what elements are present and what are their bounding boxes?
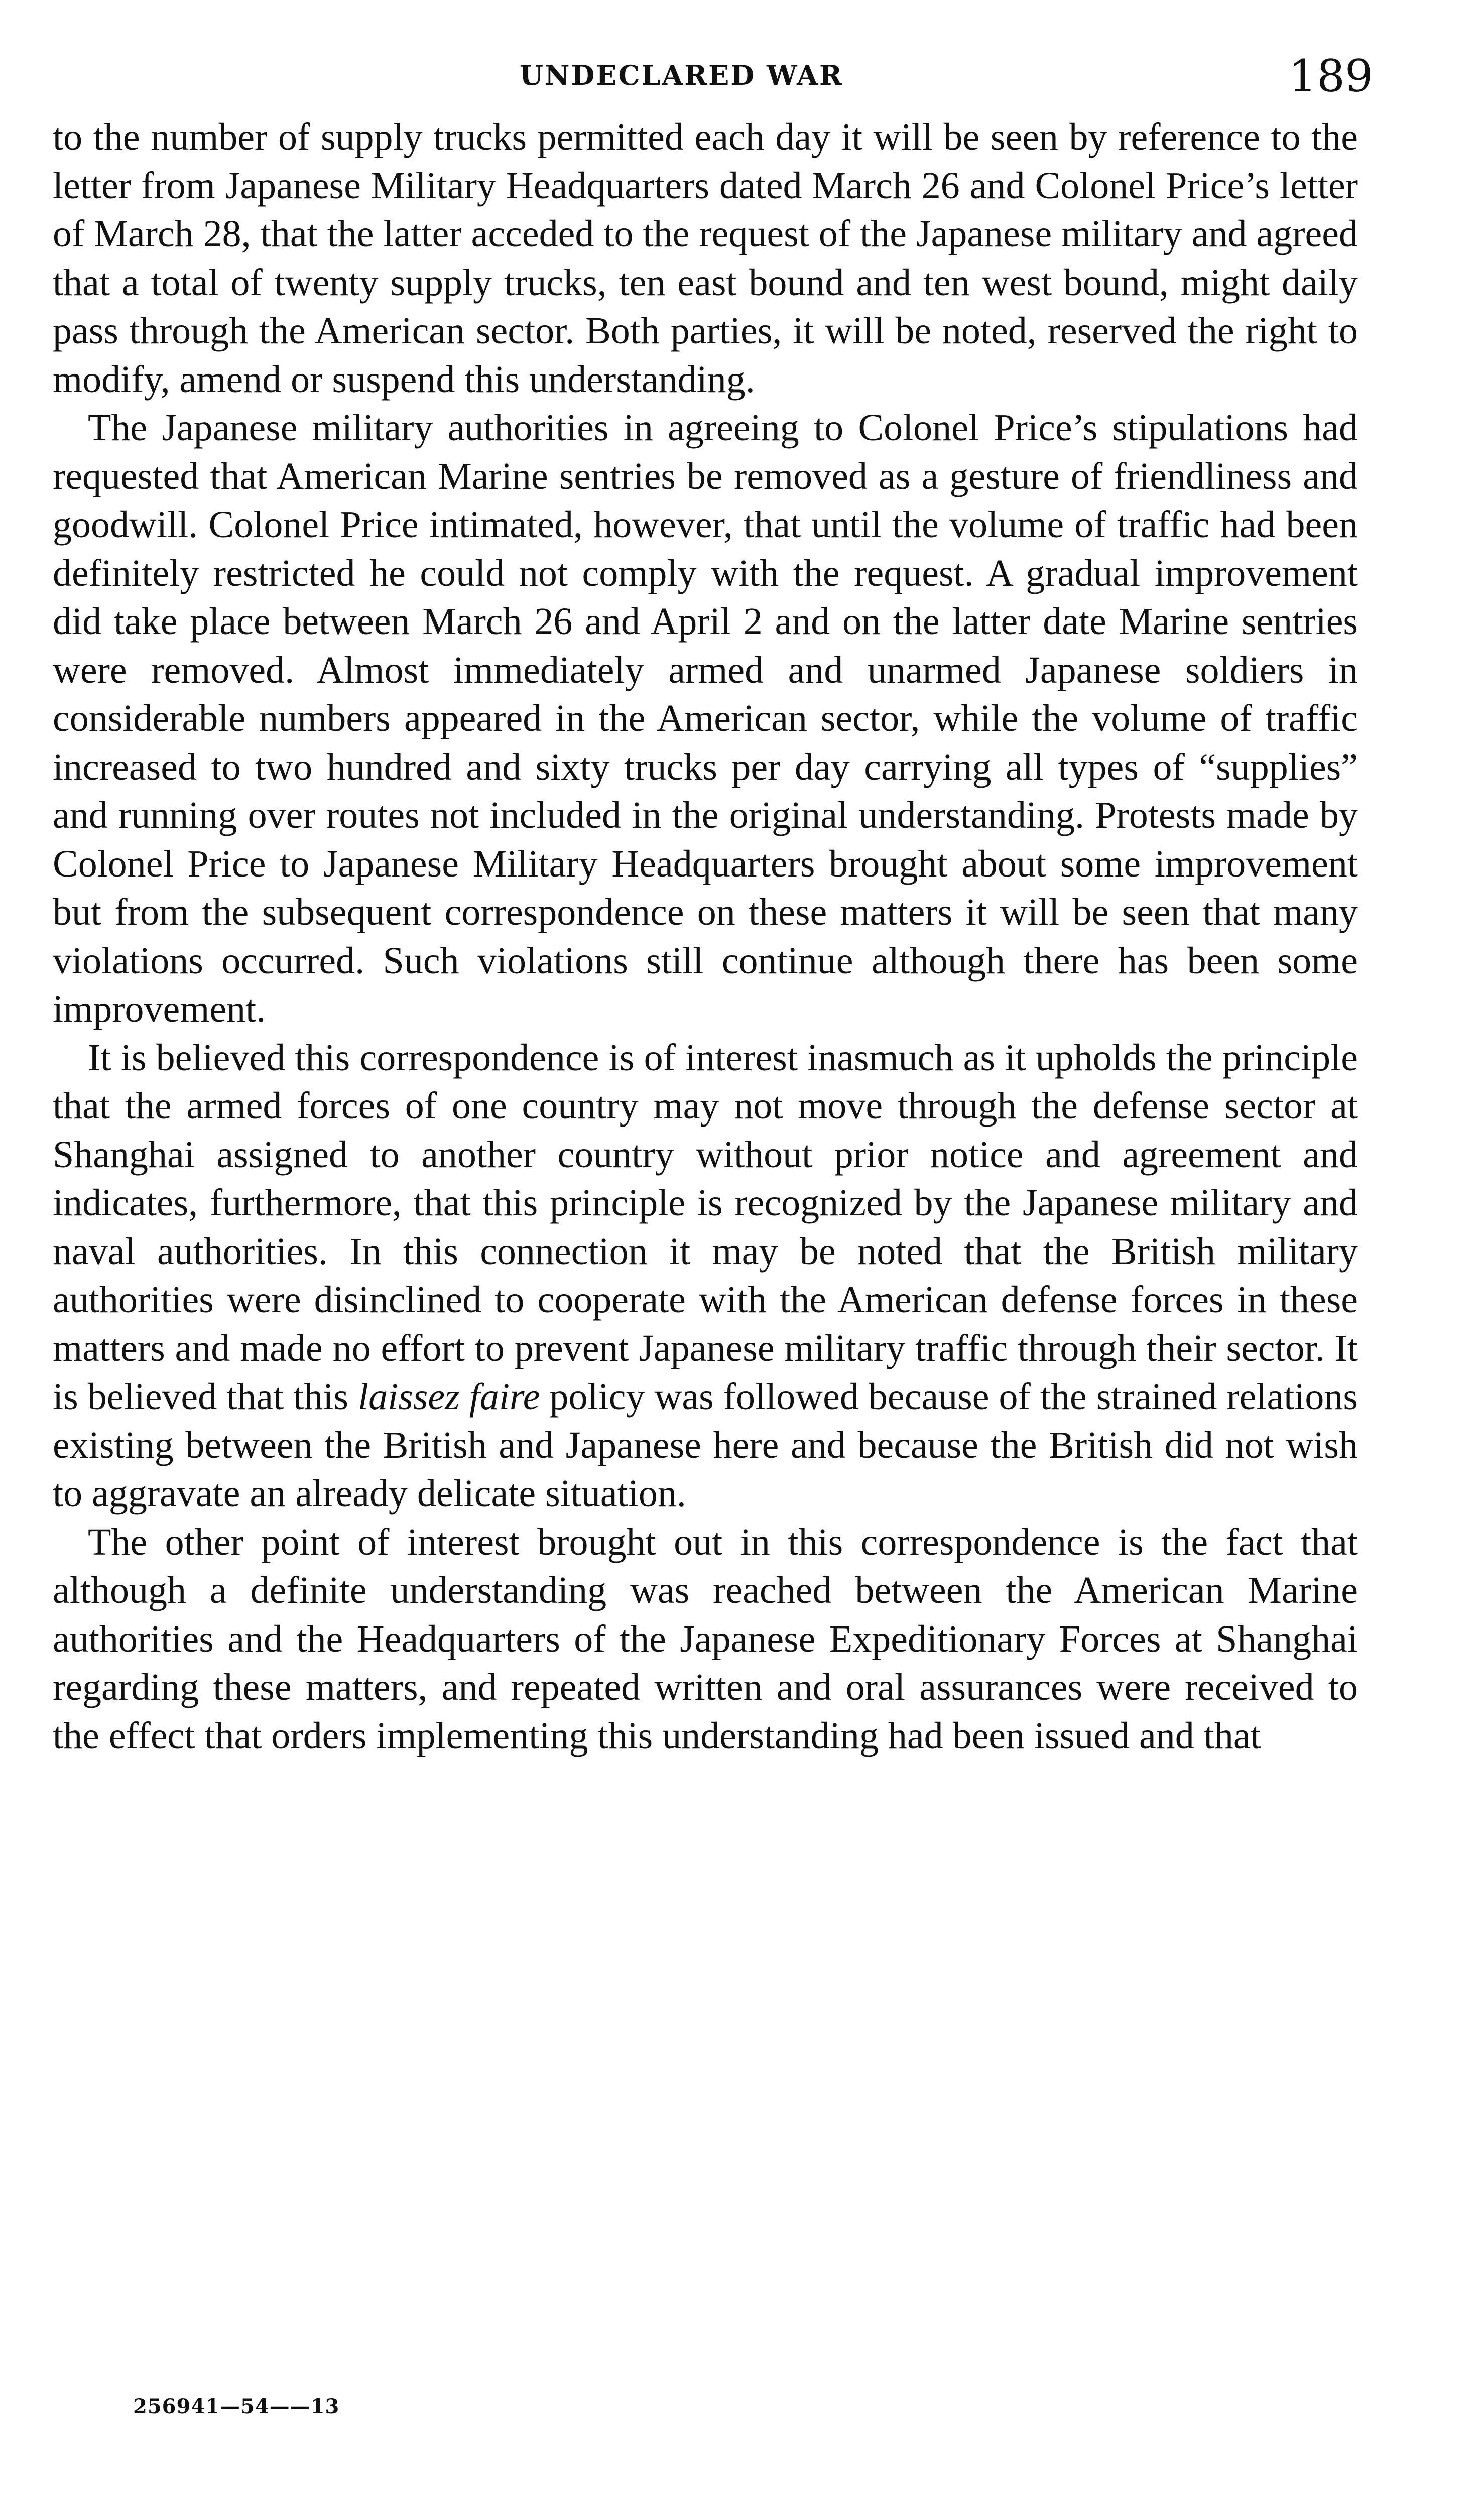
paragraph-3-text-before: It is believed this correspondence is of interest inasmuch as it upholds the principle that the armed forces of one country may not move through the defense sector at Shanghai assigned to another country without prior notice and agreement and indicates, furthermore, that this principle is recognized by the Japanese military and naval authorities. In this connection it may be noted that the British military authorities were disinclined to cooperate with the American defense forces in these matters and made no effort to prevent Japanese military traffic through their sector. It is believed that this <box>53 1036 1358 1418</box>
running-head <box>53 50 1373 105</box>
body-text <box>53 113 1358 1760</box>
laissez-faire-italic: laissez faire <box>358 1375 540 1418</box>
paragraph-2: The Japanese military authorities in agreeing to Colonel Price’s stipulations had requested that American Marine sentries be removed as a gesture of friendliness and goodwill. Colonel Price intimated, however, that until the volume of traffic had been definitely restricted he could not comply with the request. A gradual improvement did take place between March 26 and April 2 and on the latter date Marine sentries were removed. Almost immediately armed and unarmed Japanese soldiers in considerable numbers appeared in the American sector, while the volume of traffic increased to two hundred and sixty trucks per day carrying all types of “supplies” and running over routes not included in the original understanding. Protests made by Colonel Price to Japanese Military Headquarters brought about some improvement but from the subsequent correspondence on these matters it will be seen that many violations occurred. Such violations still continue although there has been some improvement. <box>53 407 1358 1030</box>
document-page <box>53 0 1373 2503</box>
paragraph-3 <box>53 1034 1358 1518</box>
print-code: 256941—54——13 <box>133 2395 340 2418</box>
running-title: UNDECLARED WAR <box>520 59 843 91</box>
paragraph-4: The other point of interest brought out in this correspondence is the fact that although a definite understanding was reached between the American Marine authorities and the Headquarters of the Japanese Expeditionary Forces at Shanghai regarding these matters, and repeated written and oral assurances were received to the effect that orders implementing this understanding had been issued and that <box>53 1521 1358 1757</box>
paragraph-1: to the number of supply trucks permitted each day it will be seen by reference to the letter from Japanese Military Headquarters dated March 26 and Colonel Price’s letter of March 28, that the latter acceded to the request of the Japanese military and agreed that a total of twenty supply trucks, ten east bound and ten west bound, might daily pass through the American sector. Both parties, it will be noted, reserved the right to modify, amend or suspend this understanding. <box>53 116 1358 401</box>
page-number: 189 <box>1289 50 1373 102</box>
paragraph-3-text-after: policy was followed because of the strained relations existing between the British and Japanese here and because the British did not wish to aggravate an already delicate situation. <box>53 1375 1358 1515</box>
